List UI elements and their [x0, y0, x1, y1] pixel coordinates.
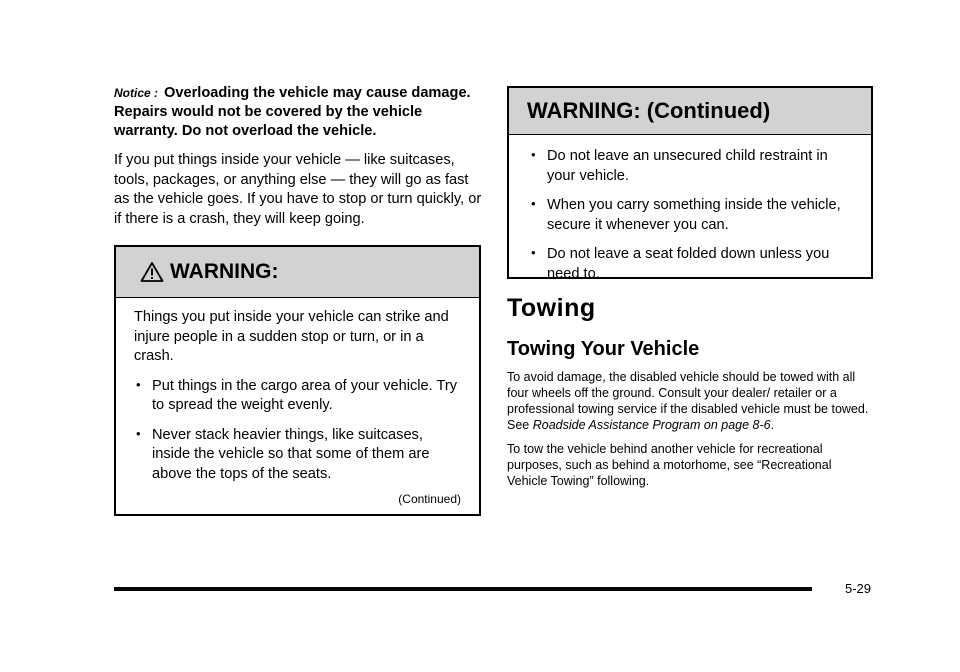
warning-continued-header [509, 88, 871, 135]
towing-paragraph [507, 369, 873, 433]
cargo-paragraph: If you put things inside your vehicle — like suitcases, tools, packages, or anything else — they will go as fast as the vehicle goes. If you have to stop or turn quickly, or if there is a crash, they will keep going. [114, 152, 482, 227]
warning-header [116, 247, 479, 298]
towing-paragraph-end: . [770, 418, 775, 432]
warning-body [116, 298, 479, 514]
warning-bullet: • When you carry something inside the vehicle, secure it whenever you can. [529, 196, 853, 235]
roadside-reference: Roadside Assistance Program on page 8-6 [532, 418, 771, 432]
warning-box [114, 245, 481, 516]
notice [114, 84, 482, 141]
subsection-title: Towing Your Vehicle [507, 338, 700, 360]
recreational-paragraph: To tow the vehicle behind another vehicle for recreational purposes, such as behind a motorhome, see “Recreational Vehicle Towing” following. [507, 442, 832, 488]
warning-bullet: • Put things in the cargo area of your vehicle. Try to spread the weight evenly. [134, 377, 461, 416]
warning-continued-box [507, 86, 873, 282]
warning-bullet: • Do not leave a seat folded down unless you need to. [529, 245, 853, 284]
warning-title: WARNING: [170, 260, 279, 283]
left-column [114, 84, 482, 516]
warning-bullet: • Never stack heavier things, like suitcases, inside the vehicle so that some of them are above the tops of the seats. [134, 426, 461, 485]
continued-label: (Continued) [398, 492, 461, 506]
towing-paragraph-text: To avoid damage, the disabled vehicle should be towed with all four wheels off the ground. Consult your dealer/ retailer or a professional towing service if the disabled vehicle must be towed. See [507, 370, 869, 432]
warning-intro: Things you put inside your vehicle can strike and injure people in a sudden stop or turn, or in a crash. [134, 309, 449, 364]
footer-rule [114, 587, 812, 591]
notice-label: Notice : [114, 86, 159, 100]
warning-continued-body [509, 135, 871, 292]
right-column [507, 86, 873, 489]
notice-text: Overloading the vehicle may cause damage. Repairs would not be covered by the vehicle warranty. Do not overload the vehicle. [114, 85, 471, 139]
page-number: 5-29 [845, 581, 872, 596]
warning-triangle-icon [140, 261, 164, 283]
section-title: Towing [507, 294, 596, 322]
warning-bullet: • Do not leave an unsecured child restraint in your vehicle. [529, 147, 853, 186]
warning-continued-title: WARNING: (Continued) [527, 98, 771, 123]
